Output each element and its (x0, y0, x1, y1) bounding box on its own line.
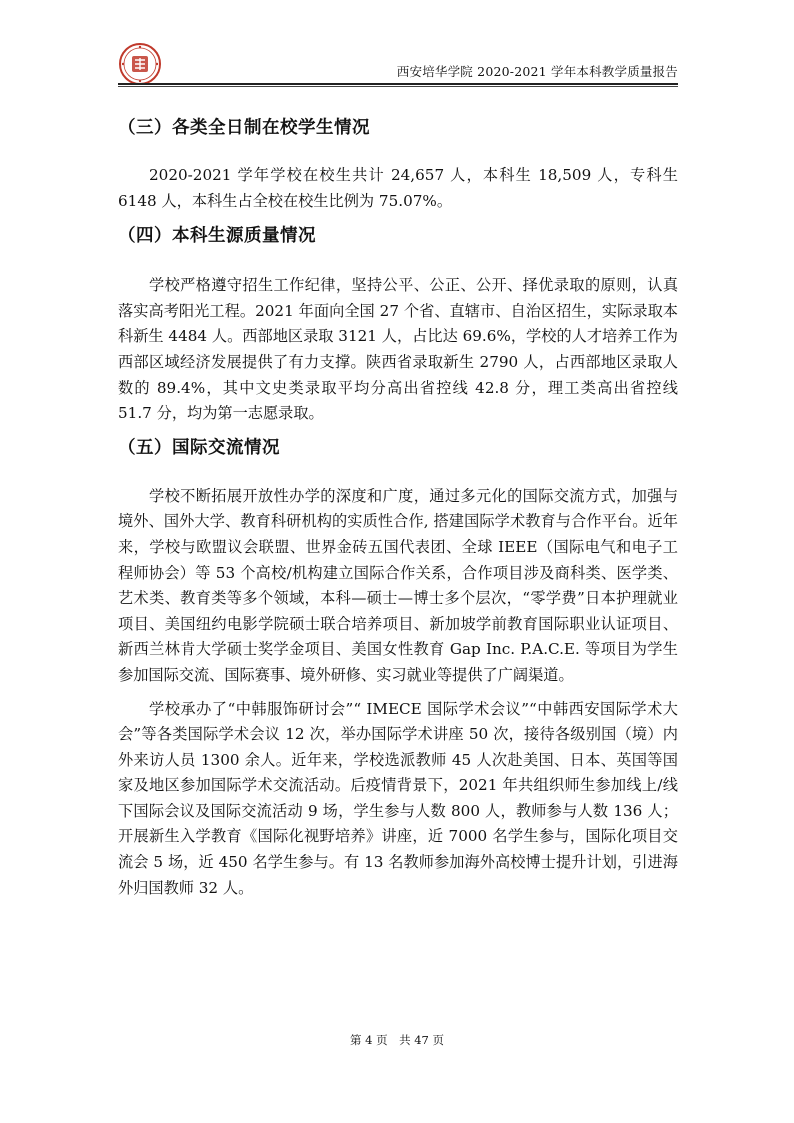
report-header-title: 西安培华学院 2020-2021 学年本科教学质量报告 (396, 64, 678, 79)
paragraph-admission-quality: 学校严格遵守招生工作纪律，坚持公平、公正、公开、择优录取的原则，认真落实高考阳光工程。2021 年面向全国 27 个省、直辖市、自治区招生，实际录取本科新生 4484 人。西部地区录取 3121 人，占比达 69.6%，学校的人才培养工作为西部区域经济发展提供了有力支撑。陕西省录取新生 2790 人，占西部地区录取人数的 89.4%，其中文史类录取平均分高出省控线 42.8 分，理工类高出省控线 51.7 分，均为第一志愿录取。 (118, 276, 678, 423)
section-heading-students: （三）各类全日制在校学生情况 (118, 118, 370, 138)
header-divider-thin (118, 86, 678, 87)
section-heading-international-exchange: （五）国际交流情况 (118, 437, 280, 458)
page-header (118, 38, 678, 84)
paragraph-international-cooperation: 学校不断拓展开放性办学的深度和广度，通过多元化的国际交流方式，加强与境外、国外大学、教育科研机构的实质性合作, 搭建国际学术教育与合作平台。近年来，学校与欧盟议会联盟、世界金砖五国代表团、全球 IEEE（国际电气和电子工程师协会）等 53 个高校/机构建立国际合作关系，合作项目涉及商科类、医学类、艺术类、教育类等多个领域，本科—硕士—博士多个层次，“零学费”日本护理就业项目、美国纽约电影学院硕士联合培养项目、新加坡学前教育国际职业认证项目、新西兰林肯大学硕士奖学金项目、美国女性教育 Gap Inc. P.A.C.E. 等项目为学生参加国际交流、国际赛事、境外研修、实习就业等提供了广阔渠道。 (118, 486, 678, 684)
page-number-footer: 第 4 页 共 47 页 (349, 1033, 445, 1047)
header-divider (118, 83, 678, 85)
section-heading-admission-quality: （四）本科生源质量情况 (118, 226, 316, 247)
page-body (118, 115, 678, 901)
school-seal-logo-icon (118, 42, 162, 86)
paragraph-student-count: 2020-2021 学年学校在校生共计 24,657 人，本科生 18,509 人，专科生 6148 人，本科生占全校在校生比例为 75.07%。 (118, 166, 678, 210)
paragraph-international-conferences: 学校承办了“中韩服饰研讨会”“ IMECE 国际学术会议”“中韩西安国际学术大会”等各类国际学术会议 12 次，举办国际学术讲座 50 次，接待各级别国（境）内外来访人员 1300 余人。近年来，学校选派教师 45 人次赴美国、日本、英国等国家及地区参加国际学术交流活动。后疫情背景下，2021 年共组织师生参加线上/线下国际会议及国际交流活动 9 场，学生参与人数 800 人，教师参与人数 136 人；开展新生入学教育《国际化视野培养》讲座，近 7000 名学生参与，国际化项目交流会 5 场，近 450 名学生参与。有 13 名教师参加海外高校博士提升计划，引进海外归国教师 32 人。 (118, 699, 678, 897)
